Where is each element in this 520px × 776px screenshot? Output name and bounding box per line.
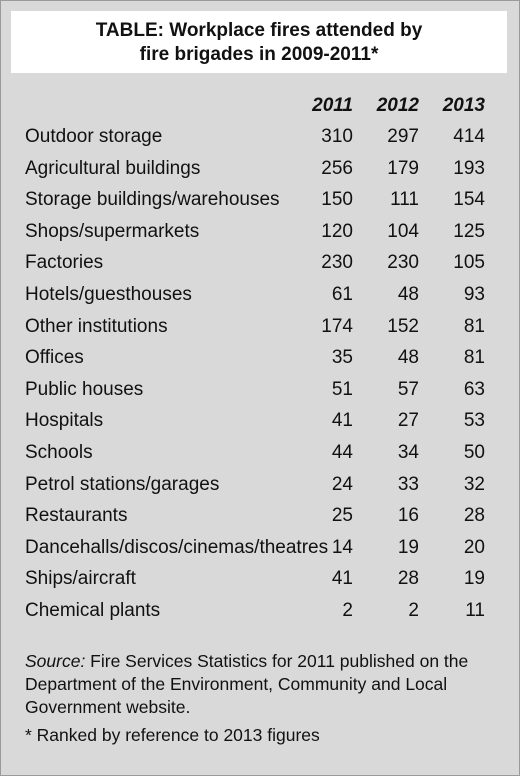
cell-value-2012: 57 bbox=[397, 378, 419, 400]
footnote: * Ranked by reference to 2013 figures bbox=[25, 725, 320, 745]
cell-value-2012: 19 bbox=[397, 536, 419, 558]
cell-value-2013: 81 bbox=[463, 315, 485, 337]
row-label: Outdoor storage bbox=[25, 126, 163, 147]
cell-value-2011: 25 bbox=[331, 505, 353, 527]
cell-value-2012: 16 bbox=[397, 505, 419, 527]
table-row bbox=[11, 248, 507, 278]
table-row bbox=[11, 564, 507, 594]
cell-value-2012: 34 bbox=[397, 442, 419, 463]
cell-value-2012: 104 bbox=[387, 220, 419, 242]
cell-value-2013: 50 bbox=[463, 442, 485, 463]
cell-value-2011: 230 bbox=[321, 252, 353, 274]
table-header-row bbox=[11, 95, 507, 119]
cell-value-2011: 174 bbox=[321, 315, 353, 337]
cell-value-2013: 53 bbox=[463, 410, 485, 432]
title-prefix: TABLE: bbox=[95, 20, 164, 41]
cell-value-2013: 19 bbox=[463, 568, 485, 590]
cell-value-2011: 256 bbox=[321, 157, 353, 179]
row-label: Public houses bbox=[25, 378, 144, 400]
cell-value-2013: 28 bbox=[463, 505, 485, 527]
table-row bbox=[11, 185, 507, 215]
cell-value-2011: 310 bbox=[321, 126, 353, 147]
cell-value-2011: 61 bbox=[331, 284, 353, 305]
table-row bbox=[11, 596, 507, 626]
cell-value-2012: 48 bbox=[397, 284, 419, 305]
row-label: Petrol stations/garages bbox=[25, 473, 220, 495]
table-row bbox=[11, 343, 507, 373]
source-text: Fire Services Statistics for 2011 published on the Department of the Environment, Community and Local Government website. bbox=[25, 651, 469, 717]
row-label: Dancehalls/discos/cinemas/theatres bbox=[25, 536, 329, 558]
cell-value-2013: 414 bbox=[453, 126, 485, 147]
table-row bbox=[11, 406, 507, 436]
row-label: Shops/supermarkets bbox=[25, 220, 200, 242]
cell-value-2013: 32 bbox=[463, 473, 485, 495]
cell-value-2013: 125 bbox=[453, 220, 485, 242]
row-label: Other institutions bbox=[25, 315, 168, 337]
cell-value-2013: 93 bbox=[463, 284, 485, 305]
cell-value-2011: 35 bbox=[331, 347, 353, 369]
table-row bbox=[11, 280, 507, 310]
cell-value-2012: 33 bbox=[397, 473, 419, 495]
row-label: Factories bbox=[25, 252, 104, 274]
cell-value-2011: 2 bbox=[342, 600, 353, 621]
column-header-2012: 2012 bbox=[376, 95, 419, 116]
cell-value-2013: 11 bbox=[465, 600, 485, 621]
title-box bbox=[11, 11, 507, 73]
cell-value-2012: 297 bbox=[387, 126, 419, 147]
cell-value-2012: 48 bbox=[397, 347, 419, 369]
column-header-2011: 2011 bbox=[312, 95, 353, 116]
cell-value-2013: 154 bbox=[453, 189, 485, 211]
row-label: Ships/aircraft bbox=[25, 568, 136, 590]
table-row bbox=[11, 217, 507, 247]
source-label: Source: bbox=[25, 651, 86, 671]
row-label: Restaurants bbox=[25, 505, 128, 527]
cell-value-2011: 41 bbox=[331, 410, 353, 432]
table-row bbox=[11, 501, 507, 531]
cell-value-2013: 193 bbox=[453, 157, 485, 179]
row-label: Schools bbox=[25, 442, 93, 463]
table-row bbox=[11, 154, 507, 184]
table-panel bbox=[11, 83, 507, 764]
cell-value-2013: 20 bbox=[463, 536, 485, 558]
cell-value-2011: 14 bbox=[331, 536, 353, 558]
table-row bbox=[11, 122, 507, 152]
cell-value-2012: 230 bbox=[387, 252, 419, 274]
cell-value-2011: 51 bbox=[331, 378, 353, 400]
cell-value-2012: 27 bbox=[397, 410, 419, 432]
cell-value-2012: 28 bbox=[397, 568, 419, 590]
cell-value-2011: 24 bbox=[331, 473, 353, 495]
row-label: Chemical plants bbox=[25, 600, 161, 621]
row-label: Storage buildings/warehouses bbox=[25, 189, 280, 211]
cell-value-2012: 111 bbox=[390, 189, 419, 211]
cell-value-2013: 105 bbox=[453, 252, 485, 274]
cell-value-2011: 41 bbox=[331, 568, 353, 590]
table-row bbox=[11, 438, 507, 468]
source-note bbox=[25, 650, 495, 719]
title-text: Workplace fires attended by bbox=[163, 20, 423, 41]
row-label: Offices bbox=[25, 347, 84, 369]
table-row bbox=[11, 470, 507, 500]
cell-value-2011: 150 bbox=[321, 189, 353, 211]
table-row bbox=[11, 375, 507, 405]
row-label: Hospitals bbox=[25, 410, 104, 432]
row-label: Hotels/guesthouses bbox=[25, 284, 192, 305]
cell-value-2012: 2 bbox=[408, 600, 419, 621]
row-label: Agricultural buildings bbox=[25, 157, 201, 179]
cell-value-2013: 63 bbox=[463, 378, 485, 400]
title-line-2: fire brigades in 2009-2011* bbox=[139, 44, 379, 65]
cell-value-2013: 81 bbox=[463, 347, 485, 369]
cell-value-2011: 120 bbox=[321, 220, 353, 242]
cell-value-2011: 44 bbox=[331, 442, 353, 463]
title-line-1 bbox=[11, 19, 507, 43]
cell-value-2012: 179 bbox=[387, 157, 419, 179]
table-row bbox=[11, 533, 507, 563]
cell-value-2012: 152 bbox=[387, 315, 419, 337]
column-header-2013: 2013 bbox=[442, 95, 485, 116]
table-row bbox=[11, 312, 507, 342]
